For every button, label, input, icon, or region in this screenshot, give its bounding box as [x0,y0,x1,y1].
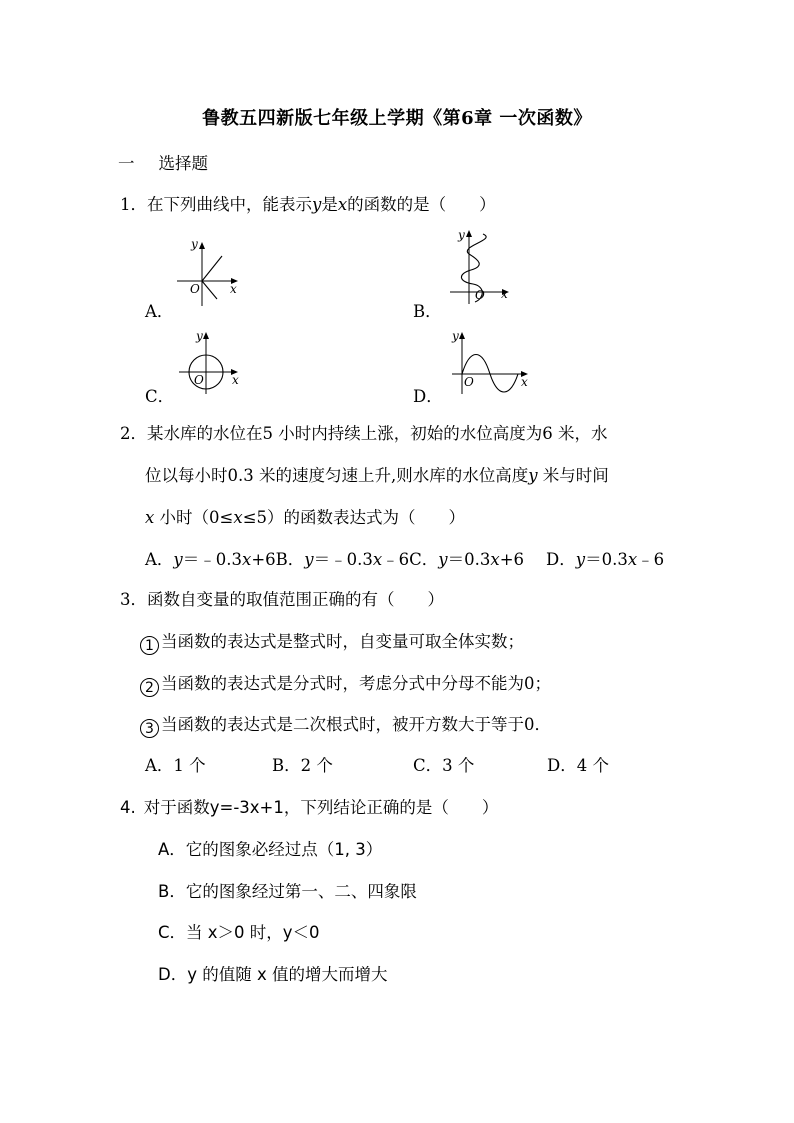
question-2-line-2 [145,462,609,486]
stem-text: 函数自变量的取值范围正确的有（ ） [147,590,444,609]
variable-x: x [627,550,638,569]
option-text: ＝﹣0.3 [182,550,242,569]
graph-a [172,236,244,308]
graph-b [445,226,517,308]
question-2-line-3 [145,504,465,528]
circled-number: 3 [140,719,159,738]
statement-text: 当函数的表达式是整式时，自变量可取全体实数； [161,632,524,651]
origin-label: O [464,375,474,389]
q3-statement-1 [140,628,524,655]
stem-text: 的函数的是（ ） [347,195,496,214]
variable-y: y [312,195,322,214]
option-letter: A． [145,550,174,569]
graph-c [176,328,248,396]
question-number: 1． [120,195,147,214]
section-number: 一 [118,154,135,173]
variable-x: x [145,508,155,527]
variable-x: x [372,550,383,569]
q1-option-b-label[interactable]: B． [413,302,442,321]
section-heading [118,150,208,174]
q1-option-a-label[interactable]: A． [145,302,174,321]
variable-y: y [575,550,586,569]
q3-option-a[interactable]: A．1 个 [145,756,206,775]
variable-x: x [490,550,500,569]
origin-label: O [475,288,485,302]
stem-text: 米与时间 [537,466,609,485]
option-text: ＝0.3 [447,550,491,569]
q2-option-b[interactable] [276,550,410,569]
q2-option-a[interactable] [145,550,276,569]
option-letter: C． [409,550,439,569]
statement-text: 当函数的表达式是二次根式时，被开方数大于等于0． [161,715,551,734]
statement-text: 当函数的表达式是分式时，考虑分式中分母不能为0； [161,674,551,693]
question-3-stem [120,586,444,610]
q3-option-b[interactable]: B．2 个 [272,756,333,775]
q3-statement-2 [140,670,551,697]
graph-d [448,328,536,396]
question-1-stem [120,191,496,215]
stem-text: 位以每小时0.3 米的速度匀速上升,则水库的水位高度 [145,466,529,485]
option-letter: B． [275,550,305,569]
x-axis-label: x [521,375,528,389]
variable-y: y [438,550,448,569]
option-text: +6 [499,550,525,569]
stem-text: 是 [321,195,338,214]
q2-option-d[interactable] [546,550,664,569]
q4-option-c[interactable]: C．当 x＞0 时，y＜0 [158,923,320,942]
q3-option-d[interactable]: D．4 个 [547,756,609,775]
q1-option-d-label[interactable]: D． [413,387,443,406]
variable-x: x [242,550,252,569]
stem-text: 在下列曲线中，能表示 [147,195,312,214]
q4-option-b[interactable]: B．它的图象经过第一、二、四象限 [158,882,417,901]
question-number: 3． [120,590,147,609]
option-text: ＝0.3 [585,550,628,569]
circled-number: 2 [140,678,159,697]
question-4-stem [120,794,498,818]
option-text: ﹣6 [637,550,665,569]
question-number: 2． [120,424,147,443]
variable-y: y [528,466,538,485]
y-axis-label: y [196,329,203,343]
origin-label: O [190,282,200,296]
question-number: 4. [120,798,136,817]
page-title: 鲁教五四新版七年级上学期《第6章 一次函数》 [202,108,592,129]
y-axis-label: y [452,329,459,343]
variable-x: x [233,508,243,527]
option-text: ＝﹣0.3 [313,550,373,569]
section-label: 选择题 [158,154,208,173]
circled-number: 1 [140,636,159,655]
y-axis-label: y [191,237,198,251]
option-letter: D． [546,550,576,569]
stem-text: 某水库的水位在5 小时内持续上涨，初始的水位高度为6 米，水 [147,424,608,443]
variable-y: y [173,550,183,569]
origin-label: O [194,373,204,387]
stem-text: 小时（0≤ [154,508,234,527]
variable-y: y [304,550,314,569]
option-text: +6 [251,550,276,569]
x-axis-label: x [232,373,239,387]
q2-option-c[interactable] [409,550,524,569]
question-2-line-1 [120,420,608,444]
q3-statement-3 [140,711,551,738]
q4-option-a[interactable]: A．它的图象必经过点（1, 3） [158,840,383,859]
option-text: ﹣6 [382,550,410,569]
q1-option-c-label[interactable]: C． [145,387,175,406]
q2-options-row [145,546,664,570]
y-axis-label: y [458,228,465,242]
stem-text: ≤5）的函数表达式为（ ） [242,508,466,527]
variable-x: x [337,195,348,214]
stem-text: 对于函数y=-3x+1，下列结论正确的是（ ） [143,798,499,817]
q3-option-c[interactable]: C．3 个 [413,756,475,775]
x-axis-label: x [230,282,237,296]
q4-option-d[interactable]: D．y 的值随 x 值的增大而增大 [158,965,388,984]
x-axis-label: x [501,287,508,301]
